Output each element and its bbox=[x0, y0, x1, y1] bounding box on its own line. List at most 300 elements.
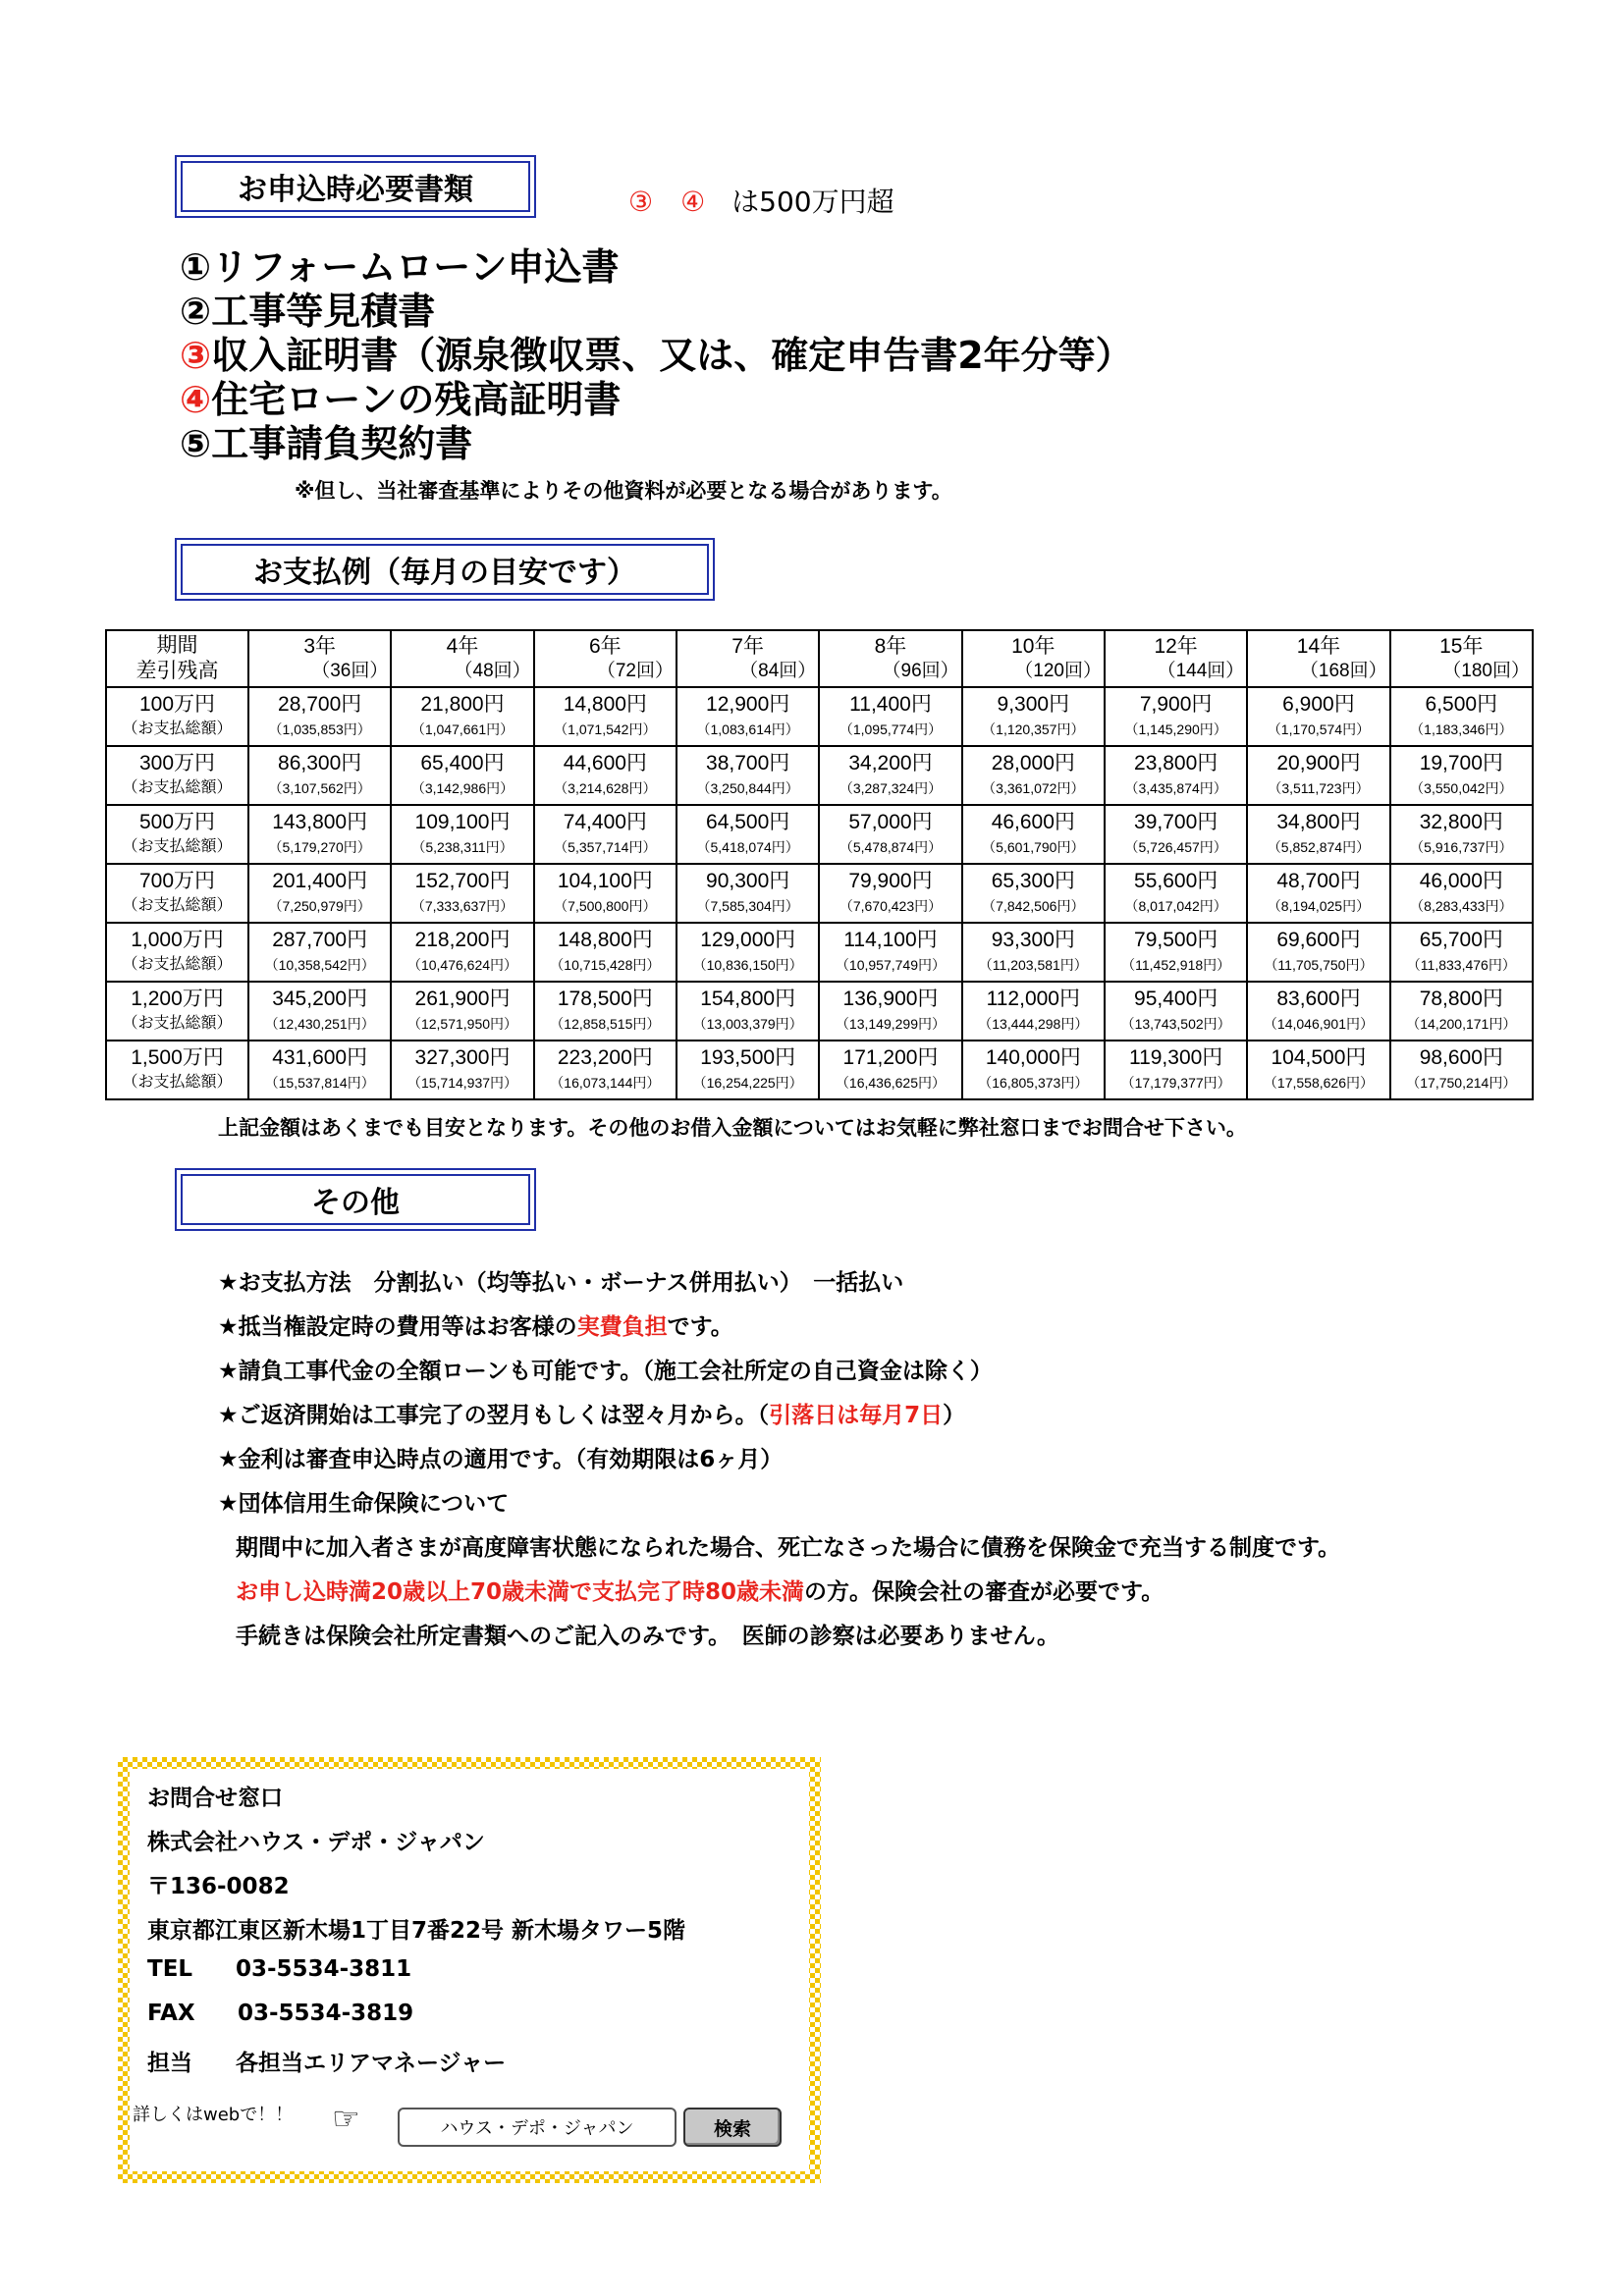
payment-cell bbox=[534, 746, 677, 805]
term-count: （72回） bbox=[596, 661, 674, 681]
monthly-payment: 23,800円 bbox=[1134, 752, 1218, 774]
loan-amount: 100万円 bbox=[138, 693, 216, 716]
monthly-payment: 223,200円 bbox=[557, 1046, 653, 1069]
payment-cell bbox=[1390, 746, 1533, 805]
payment-cell bbox=[1247, 923, 1389, 982]
payment-cell bbox=[819, 746, 961, 805]
monthly-payment: 345,200円 bbox=[272, 988, 368, 1010]
total-payment: （13,149,299円） bbox=[835, 1016, 947, 1032]
loan-amount-cell bbox=[106, 864, 248, 923]
header-term bbox=[1247, 630, 1389, 687]
header-term bbox=[534, 630, 677, 687]
payment-cell bbox=[819, 864, 961, 923]
payment-cell bbox=[1390, 805, 1533, 864]
total-payment: （1,035,853円） bbox=[268, 721, 371, 737]
total-payment: （3,511,723円） bbox=[1268, 780, 1370, 796]
note-marks: ③ ④ bbox=[628, 186, 706, 218]
total-payment: （13,743,502円） bbox=[1120, 1016, 1231, 1032]
staff-name: 各担当エリアマネージャー bbox=[236, 2051, 507, 2076]
payment-cell bbox=[962, 982, 1105, 1041]
total-payment: （13,003,379円） bbox=[692, 1016, 803, 1032]
total-payment: （12,430,251円） bbox=[264, 1016, 375, 1032]
total-label: （お支払総額） bbox=[122, 1074, 233, 1091]
monthly-payment: 11,400円 bbox=[849, 693, 932, 716]
table-row bbox=[106, 687, 1533, 746]
payment-cell bbox=[1105, 1041, 1247, 1099]
total-payment: （3,142,986円） bbox=[410, 780, 514, 796]
total-payment: （1,145,290円） bbox=[1124, 721, 1227, 737]
payment-cell bbox=[1105, 864, 1247, 923]
total-payment: （1,170,574円） bbox=[1267, 721, 1371, 737]
insurance-line-part: 期間中に加入者さまが高度障害状態になられた場合、死亡なさった場合に債務を保険金で充当する制度です。 bbox=[236, 1535, 1341, 1561]
monthly-payment: 143,800円 bbox=[272, 811, 368, 833]
header-term bbox=[1105, 630, 1247, 687]
contact-fax bbox=[147, 2001, 413, 2026]
loan-amount: 700万円 bbox=[138, 870, 216, 892]
monthly-payment: 104,100円 bbox=[557, 870, 653, 892]
payment-cell bbox=[248, 746, 391, 805]
monthly-payment: 148,800円 bbox=[557, 929, 653, 951]
total-label: （お支払総額） bbox=[122, 721, 233, 737]
monthly-payment: 57,000円 bbox=[848, 811, 933, 833]
required-doc-number: ① bbox=[180, 245, 212, 289]
contact-company: 株式会社ハウス・デポ・ジャパン bbox=[147, 1830, 485, 1855]
monthly-payment: 218,200円 bbox=[414, 929, 511, 951]
contact-tel bbox=[147, 1956, 411, 1982]
payment-cell bbox=[677, 864, 819, 923]
corner-balance: 差引残高 bbox=[135, 660, 219, 682]
total-payment: （1,183,346円） bbox=[1410, 721, 1513, 737]
payment-cell bbox=[534, 864, 677, 923]
other-bullet-part: です。 bbox=[667, 1314, 733, 1340]
total-label: （お支払総額） bbox=[122, 779, 233, 796]
total-payment: （5,478,874円） bbox=[839, 839, 943, 855]
payment-cell bbox=[248, 982, 391, 1041]
monthly-payment: 74,400円 bbox=[563, 811, 647, 833]
payment-cell bbox=[1247, 746, 1389, 805]
payment-cell bbox=[1247, 1041, 1389, 1099]
payment-cell bbox=[391, 982, 533, 1041]
total-payment: （14,200,171円） bbox=[1406, 1016, 1517, 1032]
total-payment: （11,203,581円） bbox=[978, 957, 1088, 973]
monthly-payment: 12,900円 bbox=[706, 693, 790, 716]
payment-cell bbox=[391, 1041, 533, 1099]
header-term bbox=[1390, 630, 1533, 687]
total-payment: （5,179,270円） bbox=[268, 839, 371, 855]
payment-cell bbox=[248, 1041, 391, 1099]
loan-amount: 1,200万円 bbox=[131, 988, 224, 1010]
monthly-payment: 32,800円 bbox=[1419, 811, 1503, 833]
term-years: 12年 bbox=[1154, 635, 1198, 658]
payment-cell bbox=[391, 923, 533, 982]
monthly-payment: 7,900円 bbox=[1139, 693, 1213, 716]
monthly-payment: 119,300円 bbox=[1128, 1046, 1223, 1069]
required-doc-text: 住宅ローンの残高証明書 bbox=[211, 378, 622, 421]
payment-cell bbox=[248, 687, 391, 746]
payment-cell bbox=[819, 687, 961, 746]
payment-cell bbox=[1390, 864, 1533, 923]
total-payment: （16,073,144円） bbox=[550, 1075, 661, 1091]
total-payment: （10,476,624円） bbox=[406, 957, 518, 973]
payment-cell bbox=[677, 923, 819, 982]
monthly-payment: 201,400円 bbox=[272, 870, 368, 892]
total-payment: （17,750,214円） bbox=[1406, 1075, 1517, 1091]
payment-cell bbox=[1247, 805, 1389, 864]
other-bullet bbox=[218, 1264, 903, 1297]
total-payment: （5,238,311円） bbox=[411, 839, 514, 855]
monthly-payment: 287,700円 bbox=[272, 929, 368, 951]
payment-cell bbox=[1390, 1041, 1533, 1099]
other-bullet-part: ★請負工事代金の全額ローンも可能です。（施工会社所定の自己資金は除く） bbox=[218, 1359, 993, 1384]
payment-cell bbox=[1105, 746, 1247, 805]
total-payment: （11,705,750円） bbox=[1264, 957, 1374, 973]
total-payment: （7,333,637円） bbox=[410, 898, 514, 914]
monthly-payment: 34,800円 bbox=[1276, 811, 1361, 833]
insurance-line-part: お申し込時満20歳以上70歳未満で支払完了時80歳未満 bbox=[236, 1579, 805, 1605]
term-years: 10年 bbox=[1011, 635, 1056, 658]
web-prompt: 詳しくはwebで！！ bbox=[133, 2105, 294, 2125]
payment-cell bbox=[819, 805, 961, 864]
total-payment: （16,436,625円） bbox=[835, 1075, 947, 1091]
loan-amount-cell bbox=[106, 687, 248, 746]
total-payment: （1,120,357円） bbox=[982, 721, 1085, 737]
total-payment: （11,452,918円） bbox=[1121, 957, 1231, 973]
required-doc-number: ③ bbox=[180, 334, 212, 377]
required-doc-item bbox=[180, 290, 435, 333]
monthly-payment: 136,900円 bbox=[842, 988, 939, 1010]
total-payment: （7,585,304円） bbox=[696, 898, 799, 914]
required-doc-item bbox=[180, 245, 620, 289]
monthly-payment: 90,300円 bbox=[706, 870, 790, 892]
header-term bbox=[677, 630, 819, 687]
payment-cell bbox=[677, 687, 819, 746]
monthly-payment: 152,700円 bbox=[414, 870, 511, 892]
total-payment: （3,435,874円） bbox=[1124, 780, 1227, 796]
total-payment: （10,957,749円） bbox=[835, 957, 947, 973]
required-doc-item bbox=[180, 378, 621, 421]
table-row bbox=[106, 805, 1533, 864]
monthly-payment: 44,600円 bbox=[563, 752, 647, 774]
total-payment: （3,287,324円） bbox=[839, 780, 943, 796]
monthly-payment: 95,400円 bbox=[1134, 988, 1218, 1010]
required-doc-number: ⑤ bbox=[180, 422, 212, 465]
monthly-payment: 140,000円 bbox=[985, 1046, 1081, 1069]
total-payment: （3,550,042円） bbox=[1410, 780, 1513, 796]
monthly-payment: 104,500円 bbox=[1271, 1046, 1367, 1069]
other-bullet-part: ★ご返済開始は工事完了の翌月もしくは翌々月から。（ bbox=[218, 1403, 770, 1428]
term-count: （120回） bbox=[1014, 661, 1102, 681]
monthly-payment: 55,600円 bbox=[1134, 870, 1218, 892]
total-payment: （5,726,457円） bbox=[1124, 839, 1227, 855]
total-label: （お支払総額） bbox=[122, 1015, 233, 1032]
monthly-payment: 93,300円 bbox=[991, 929, 1075, 951]
payment-cell bbox=[534, 1041, 677, 1099]
loan-amount-cell bbox=[106, 805, 248, 864]
contact-title: お問合せ窓口 bbox=[147, 1786, 283, 1811]
monthly-payment: 28,700円 bbox=[278, 693, 362, 716]
payment-cell bbox=[677, 1041, 819, 1099]
monthly-payment: 112,000円 bbox=[986, 988, 1080, 1010]
total-payment: （15,714,937円） bbox=[406, 1075, 518, 1091]
pointing-hand-icon: ☞ bbox=[332, 2100, 360, 2137]
fax-number: 03-5534-3819 bbox=[238, 2001, 414, 2026]
other-bullet bbox=[218, 1485, 509, 1518]
required-doc-text: 収入証明書（源泉徴収票、又は、確定申告書2年分等） bbox=[211, 334, 1133, 377]
term-years: 14年 bbox=[1296, 635, 1341, 658]
term-count: （96回） bbox=[882, 661, 959, 681]
required-doc-item bbox=[180, 334, 1133, 377]
term-years: 4年 bbox=[446, 635, 479, 658]
other-heading bbox=[175, 1168, 536, 1231]
monthly-payment: 65,400円 bbox=[420, 752, 505, 774]
payment-cell bbox=[677, 746, 819, 805]
total-payment: （8,017,042円） bbox=[1124, 898, 1227, 914]
monthly-payment: 48,700円 bbox=[1276, 870, 1361, 892]
header-term bbox=[391, 630, 533, 687]
total-payment: （5,357,714円） bbox=[554, 839, 657, 855]
note-text: は500万円超 bbox=[731, 186, 894, 218]
total-payment: （10,715,428円） bbox=[550, 957, 661, 973]
table-footnote: 上記金額はあくまでも目安となります。その他のお借入金額についてはお気軽に弊社窓口までお問合せ下さい。 bbox=[218, 1116, 1247, 1140]
required-doc-text: リフォームローン申込書 bbox=[211, 245, 620, 289]
payment-cell bbox=[1247, 864, 1389, 923]
monthly-payment: 34,200円 bbox=[848, 752, 933, 774]
required-doc-text: 工事請負契約書 bbox=[211, 422, 473, 465]
total-label: （お支払総額） bbox=[122, 897, 233, 914]
payment-cell bbox=[1105, 923, 1247, 982]
monthly-payment: 9,300円 bbox=[997, 693, 1070, 716]
monthly-payment: 65,300円 bbox=[991, 870, 1075, 892]
other-bullet-part: ★抵当権設定時の費用等はお客様の bbox=[218, 1314, 577, 1340]
other-heading-text: その他 bbox=[311, 1186, 400, 1220]
loan-amount-cell bbox=[106, 1041, 248, 1099]
payment-cell bbox=[1105, 982, 1247, 1041]
fax-label: FAX bbox=[147, 2001, 195, 2026]
table-row bbox=[106, 982, 1533, 1041]
payment-example-heading-text: お支払例（毎月の目安です） bbox=[253, 556, 636, 590]
monthly-payment: 79,500円 bbox=[1134, 929, 1218, 951]
loan-amount-cell bbox=[106, 746, 248, 805]
payment-cell bbox=[819, 982, 961, 1041]
monthly-payment: 86,300円 bbox=[278, 752, 362, 774]
contact-address: 東京都江東区新木場1丁目7番22号 新木場タワー5階 bbox=[147, 1918, 686, 1944]
monthly-payment: 20,900円 bbox=[1276, 752, 1361, 774]
total-payment: （11,833,476円） bbox=[1406, 957, 1516, 973]
other-bullet-part: 実費負担 bbox=[576, 1314, 668, 1340]
total-payment: （17,558,626円） bbox=[1263, 1075, 1374, 1091]
total-payment: （5,418,074円） bbox=[696, 839, 799, 855]
required-doc-number: ④ bbox=[180, 378, 212, 421]
term-years: 3年 bbox=[303, 635, 336, 658]
loan-amount: 500万円 bbox=[138, 811, 216, 833]
total-payment: （7,500,800円） bbox=[554, 898, 657, 914]
term-years: 15年 bbox=[1439, 635, 1484, 658]
tel-label: TEL bbox=[147, 1956, 193, 1982]
loan-amount-cell bbox=[106, 923, 248, 982]
total-label: （お支払総額） bbox=[122, 838, 233, 855]
staff-label: 担当 bbox=[147, 2051, 192, 2076]
total-payment: （12,571,950円） bbox=[406, 1016, 518, 1032]
search-button[interactable]: 検索 bbox=[683, 2108, 782, 2147]
payment-table bbox=[105, 629, 1534, 1100]
payment-cell bbox=[962, 687, 1105, 746]
header-corner bbox=[106, 630, 248, 687]
term-years: 7年 bbox=[731, 635, 764, 658]
total-payment: （12,858,515円） bbox=[550, 1016, 661, 1032]
other-bullet bbox=[218, 1397, 965, 1429]
header-term bbox=[962, 630, 1105, 687]
other-bullet bbox=[218, 1308, 733, 1341]
term-count: （168回） bbox=[1299, 661, 1387, 681]
header-term bbox=[819, 630, 961, 687]
monthly-payment: 21,800円 bbox=[420, 693, 505, 716]
monthly-payment: 261,900円 bbox=[414, 988, 511, 1010]
table-row bbox=[106, 923, 1533, 982]
corner-period: 期間 bbox=[156, 634, 198, 657]
payment-cell bbox=[962, 805, 1105, 864]
other-bullet-part: ★お支払方法 分割払い（均等払い・ボーナス併用払い） 一括払い bbox=[218, 1270, 904, 1296]
monthly-payment: 431,600円 bbox=[272, 1046, 368, 1069]
monthly-payment: 14,800円 bbox=[563, 693, 647, 716]
required-doc-text: 工事等見積書 bbox=[211, 290, 436, 333]
payment-cell bbox=[248, 864, 391, 923]
payment-cell bbox=[962, 1041, 1105, 1099]
monthly-payment: 78,800円 bbox=[1419, 988, 1503, 1010]
term-count: （48回） bbox=[454, 661, 531, 681]
term-years: 6年 bbox=[588, 635, 622, 658]
total-payment: （5,852,874円） bbox=[1267, 839, 1371, 855]
monthly-payment: 6,900円 bbox=[1282, 693, 1355, 716]
payment-cell bbox=[1105, 805, 1247, 864]
loan-amount: 300万円 bbox=[138, 752, 216, 774]
total-payment: （16,805,373円） bbox=[978, 1075, 1089, 1091]
payment-cell bbox=[391, 805, 533, 864]
term-count: （180回） bbox=[1442, 661, 1530, 681]
insurance-line bbox=[236, 1618, 1059, 1650]
payment-cell bbox=[534, 805, 677, 864]
insurance-line-part: の方。保険会社の審査が必要です。 bbox=[804, 1579, 1164, 1605]
table-row bbox=[106, 864, 1533, 923]
payment-cell bbox=[391, 687, 533, 746]
total-payment: （3,107,562円） bbox=[268, 780, 371, 796]
total-payment: （1,083,614円） bbox=[696, 721, 799, 737]
total-payment: （5,601,790円） bbox=[982, 839, 1085, 855]
tel-number[interactable]: 03-5534-3811 bbox=[236, 1956, 412, 1982]
total-payment: （8,283,433円） bbox=[1410, 898, 1513, 914]
total-payment: （10,836,150円） bbox=[692, 957, 803, 973]
total-payment: （5,916,737円） bbox=[1410, 839, 1513, 855]
payment-cell bbox=[1390, 923, 1533, 982]
required-docs-heading-text: お申込時必要書類 bbox=[238, 173, 473, 207]
insurance-line bbox=[236, 1529, 1340, 1562]
payment-cell bbox=[391, 864, 533, 923]
monthly-payment: 178,500円 bbox=[557, 988, 653, 1010]
payment-cell bbox=[1105, 687, 1247, 746]
total-payment: （13,444,298円） bbox=[978, 1016, 1089, 1032]
search-input[interactable]: ハウス・デポ・ジャパン bbox=[398, 2108, 677, 2147]
other-bullet-part: ★金利は審査申込時点の適用です。（有効期限は6ヶ月） bbox=[218, 1447, 784, 1472]
monthly-payment: 46,000円 bbox=[1419, 870, 1503, 892]
payment-example-heading bbox=[175, 538, 715, 601]
required-docs-heading bbox=[175, 155, 536, 218]
high-amount-note bbox=[628, 181, 894, 220]
total-payment: （3,361,072円） bbox=[982, 780, 1085, 796]
contact-postal: 〒136-0082 bbox=[147, 1874, 290, 1899]
total-payment: （7,250,979円） bbox=[268, 898, 371, 914]
total-payment: （7,670,423円） bbox=[839, 898, 943, 914]
monthly-payment: 171,200円 bbox=[842, 1046, 939, 1069]
payment-cell bbox=[962, 746, 1105, 805]
payment-cell bbox=[534, 982, 677, 1041]
insurance-line bbox=[236, 1574, 1164, 1606]
total-payment: （7,842,506円） bbox=[982, 898, 1085, 914]
monthly-payment: 129,000円 bbox=[700, 929, 796, 951]
loan-amount: 1,500万円 bbox=[131, 1046, 224, 1069]
total-payment: （15,537,814円） bbox=[264, 1075, 375, 1091]
payment-cell bbox=[819, 1041, 961, 1099]
other-bullet bbox=[218, 1353, 993, 1385]
monthly-payment: 98,600円 bbox=[1419, 1046, 1503, 1069]
payment-cell bbox=[1390, 687, 1533, 746]
insurance-line-part: 手続きは保険会社所定書類へのご記入のみです。 医師の診察は必要ありません。 bbox=[236, 1624, 1060, 1649]
total-payment: （1,047,661円） bbox=[410, 721, 514, 737]
monthly-payment: 6,500円 bbox=[1425, 693, 1498, 716]
monthly-payment: 154,800円 bbox=[700, 988, 796, 1010]
monthly-payment: 28,000円 bbox=[991, 752, 1075, 774]
term-count: （36回） bbox=[311, 661, 389, 681]
total-payment: （10,358,542円） bbox=[264, 957, 375, 973]
payment-cell bbox=[962, 864, 1105, 923]
table-row bbox=[106, 1041, 1533, 1099]
other-bullet-part: ★団体信用生命保険について bbox=[218, 1491, 510, 1517]
total-payment: （1,095,774円） bbox=[839, 721, 943, 737]
loan-amount: 1,000万円 bbox=[131, 929, 224, 951]
term-count: （144回） bbox=[1157, 661, 1245, 681]
other-bullet-part: 引落日は毎月7日 bbox=[769, 1403, 944, 1428]
term-count: （84回） bbox=[739, 661, 817, 681]
term-years: 8年 bbox=[874, 635, 907, 658]
monthly-payment: 19,700円 bbox=[1419, 752, 1503, 774]
total-payment: （8,194,025円） bbox=[1267, 898, 1371, 914]
monthly-payment: 83,600円 bbox=[1276, 988, 1361, 1010]
monthly-payment: 114,100円 bbox=[843, 929, 938, 951]
required-doc-number: ② bbox=[180, 290, 212, 333]
monthly-payment: 109,100円 bbox=[414, 811, 511, 833]
monthly-payment: 39,700円 bbox=[1134, 811, 1218, 833]
total-payment: （1,071,542円） bbox=[554, 721, 657, 737]
payment-cell bbox=[391, 746, 533, 805]
total-payment: （3,250,844円） bbox=[696, 780, 799, 796]
monthly-payment: 79,900円 bbox=[848, 870, 933, 892]
total-payment: （3,214,628円） bbox=[554, 780, 657, 796]
payment-cell bbox=[1390, 982, 1533, 1041]
other-bullet-part: ） bbox=[943, 1403, 966, 1428]
table-header-row bbox=[106, 630, 1533, 687]
payment-cell bbox=[534, 687, 677, 746]
payment-cell bbox=[1247, 687, 1389, 746]
payment-cell bbox=[962, 923, 1105, 982]
payment-cell bbox=[248, 923, 391, 982]
total-label: （お支払総額） bbox=[122, 956, 233, 973]
payment-cell bbox=[534, 923, 677, 982]
disclaimer: ※但し、当社審査基準によりその他資料が必要となる場合があります。 bbox=[295, 479, 952, 503]
contact-staff bbox=[147, 2045, 506, 2077]
payment-cell bbox=[248, 805, 391, 864]
monthly-payment: 193,500円 bbox=[700, 1046, 796, 1069]
monthly-payment: 38,700円 bbox=[706, 752, 790, 774]
header-term bbox=[248, 630, 391, 687]
payment-cell bbox=[819, 923, 961, 982]
